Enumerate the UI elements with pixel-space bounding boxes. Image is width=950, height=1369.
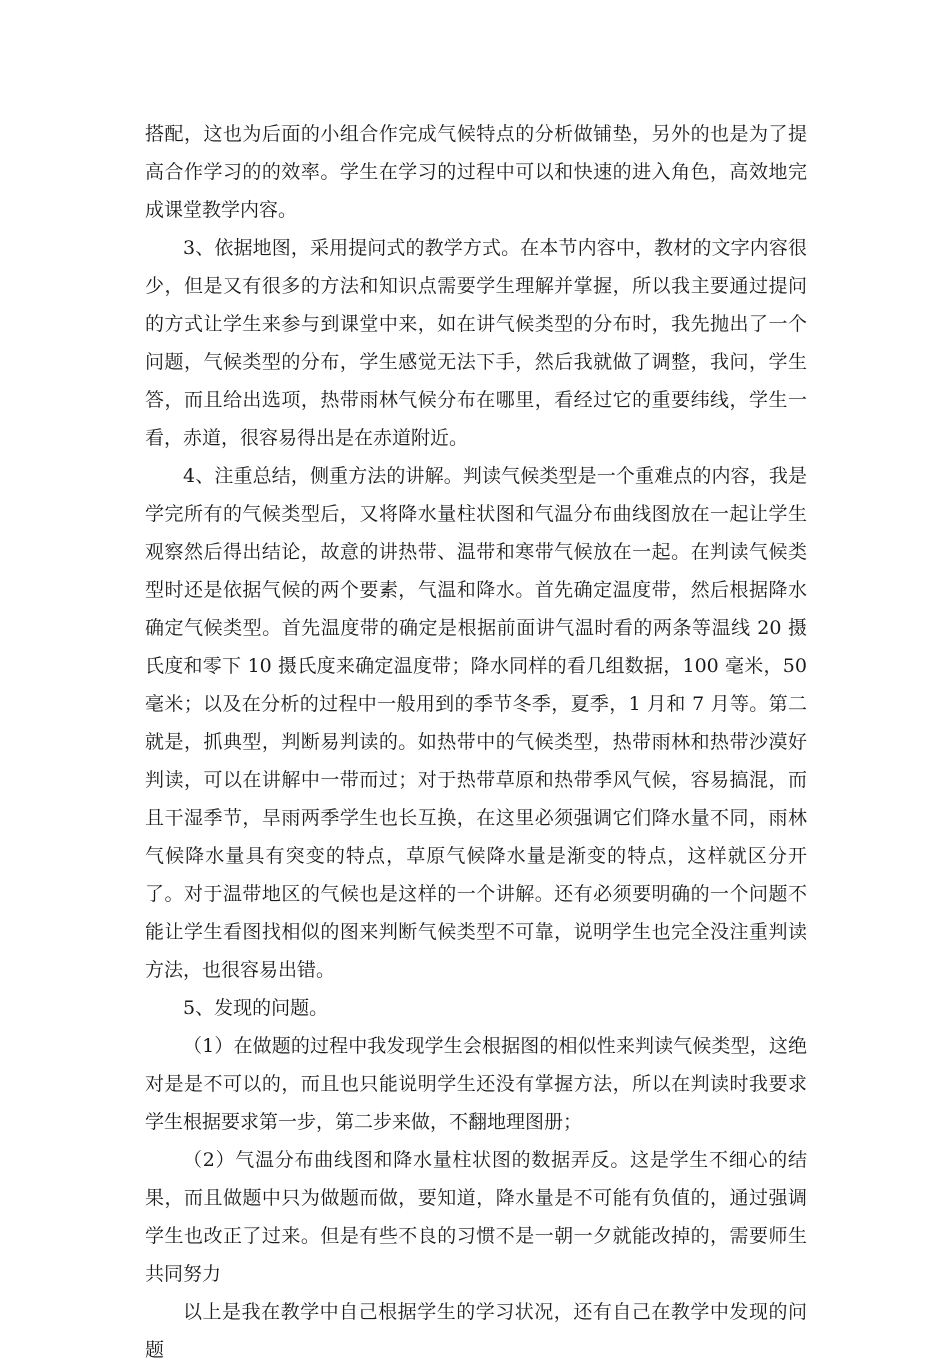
paragraph-point-4: 4、注重总结，侧重方法的讲解。判读气候类型是一个重难点的内容，我是学完所有的气候类型后，又将降水量柱状图和气温分布曲线图放在一起让学生观察然后得出结论，故意的讲热带、温带和寒带气候放在一起。在判读气候类型时还是依据气候的两个要素，气温和降水。首先确定温度带，然后根据降水确定气候类型。首先温度带的确定是根据前面讲气温时看的两条等温线 20 摄氏度和零下 10 摄氏度来确定温度带；降水同样的看几组数据，100 毫米，50 毫米；以及在分析的过程中一般用到的季节冬季，夏季，1 月和 7 月等。第二就是，抓典型，判断易判读的。如热带中的气候类型，热带雨林和热带沙漠好判读，可以在讲解中一带而过；对于热带草原和热带季风气候，容易搞混，而且干湿季节，旱雨两季学生也长互换，在这里必须强调它们降水量不同，雨林气候降水量具有突变的特点，草原气候降水量是渐变的特点，这样就区分开了。对于温带地区的气候也是这样的一个讲解。还有必须要明确的一个问题不能让学生看图找相似的图来判断气候类型不可靠，说明学生也完全没注重判读方法，也很容易出错。: [145, 465, 807, 981]
body-text: [145, 115, 807, 1369]
paragraph-point-3: 3、依据地图，采用提问式的教学方式。在本节内容中，教材的文字内容很少，但是又有很多的方法和知识点需要学生理解并掌握，所以我主要通过提问的方式让学生来参与到课堂中来，如在讲气候类型的分布时，我先抛出了一个问题，气候类型的分布，学生感觉无法下手，然后我就做了调整，我问，学生答，而且给出选项，热带雨林气候分布在哪里，看经过它的重要纬线，学生一看，赤道，很容易得出是在赤道附近。: [145, 237, 807, 449]
paragraph-problem-1: （1）在做题的过程中我发现学生会根据图的相似性来判读气候类型，这绝对是是不可以的，而且也只能说明学生还没有掌握方法，所以在判读时我要求学生根据要求第一步，第二步来做，不翻地理图册；: [145, 1035, 807, 1133]
paragraph-intro-continuation: 搭配，这也为后面的小组合作完成气候特点的分析做铺垫，另外的也是为了提高合作学习的的效率。学生在学习的过程中可以和快速的进入角色，高效地完成课堂教学内容。: [145, 123, 807, 221]
paragraph-point-5-heading: 5、发现的问题。: [183, 997, 329, 1019]
paragraph-conclusion: 以上是我在教学中自己根据学生的学习状况，还有自己在教学中发现的问题: [145, 1301, 807, 1361]
paragraph-problem-2: （2）气温分布曲线图和降水量柱状图的数据弄反。这是学生不细心的结果，而且做题中只为做题而做，要知道，降水量是不可能有负值的，通过强调学生也改正了过来。但是有些不良的习惯不是一朝一夕就能改掉的，需要师生共同努力: [145, 1149, 807, 1285]
